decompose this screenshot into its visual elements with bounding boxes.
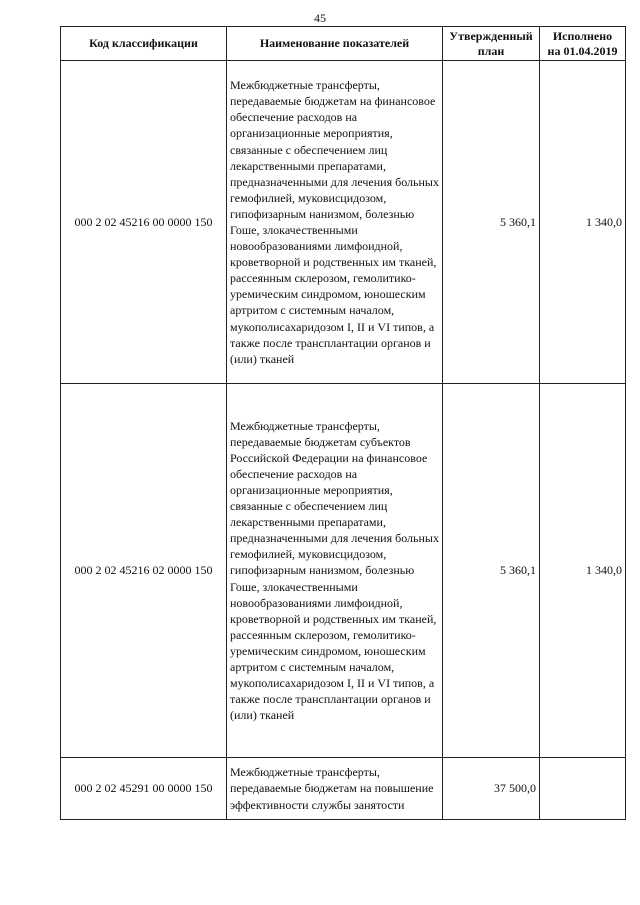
page-number: 45	[314, 11, 326, 25]
row-name: Межбюджетные трансферты, передаваемые бюджетам субъектов Российской Федерации на финансовое обеспечение расходов на организационные мероприятия, связанные с обеспечением лиц лекарственными препаратами, предназначенными для лечения больных гемофилией, муковисцидозом, гипофизарным нанизмом, болезнью Гоше, злокачественными новообразованиями лимфоидной, кроветворной и родственных им тканей, рассеянным склерозом, гемолитико-уремическим синдромом, юношеским артритом с системным началом, мукополисахаридозом I, II и VI типов, а также после трансплантации органов и (или) тканей	[227, 384, 443, 758]
row-code: 000 2 02 45216 00 0000 150	[61, 61, 227, 384]
budget-table	[60, 26, 626, 820]
row-done: 1 340,0	[540, 384, 626, 758]
header-done	[540, 27, 626, 61]
table-row	[61, 758, 626, 820]
row-plan: 37 500,0	[443, 758, 540, 820]
table-header-row	[61, 27, 626, 61]
row-name: Межбюджетные трансферты, передаваемые бюджетам на финансовое обеспечение расходов на организационные мероприятия, связанные с обеспечением лиц лекарственными препаратами, предназначенными для лечения больных гемофилией, муковисцидозом, гипофизарным нанизмом, болезнью Гоше, злокачественными новообразованиями лимфоидной, кроветворной и родственных им тканей, рассеянным склерозом, гемолитико-уремическим синдромом, юношеским артритом с системным началом, мукополисахаридозом I, II и VI типов, а также после трансплантации органов и (или) тканей	[227, 61, 443, 384]
header-done-line1: Исполнено	[552, 28, 613, 43]
row-code: 000 2 02 45291 00 0000 150	[61, 758, 227, 820]
header-code: Код классификации	[61, 27, 227, 61]
row-name: Межбюджетные трансферты, передаваемые бюджетам на повышение эффективности службы занятости	[227, 758, 443, 820]
header-plan	[443, 27, 540, 61]
row-plan: 5 360,1	[443, 384, 540, 758]
table-row	[61, 61, 626, 384]
row-done: 1 340,0	[540, 61, 626, 384]
header-name: Наименование показателей	[227, 27, 443, 61]
row-code: 000 2 02 45216 02 0000 150	[61, 384, 227, 758]
row-done	[540, 758, 626, 820]
table-row	[61, 384, 626, 758]
header-done-line2: на 01.04.2019	[547, 43, 618, 58]
header-plan-line2: план	[477, 43, 505, 58]
row-plan: 5 360,1	[443, 61, 540, 384]
header-plan-line1: Утвержденный	[449, 28, 533, 43]
